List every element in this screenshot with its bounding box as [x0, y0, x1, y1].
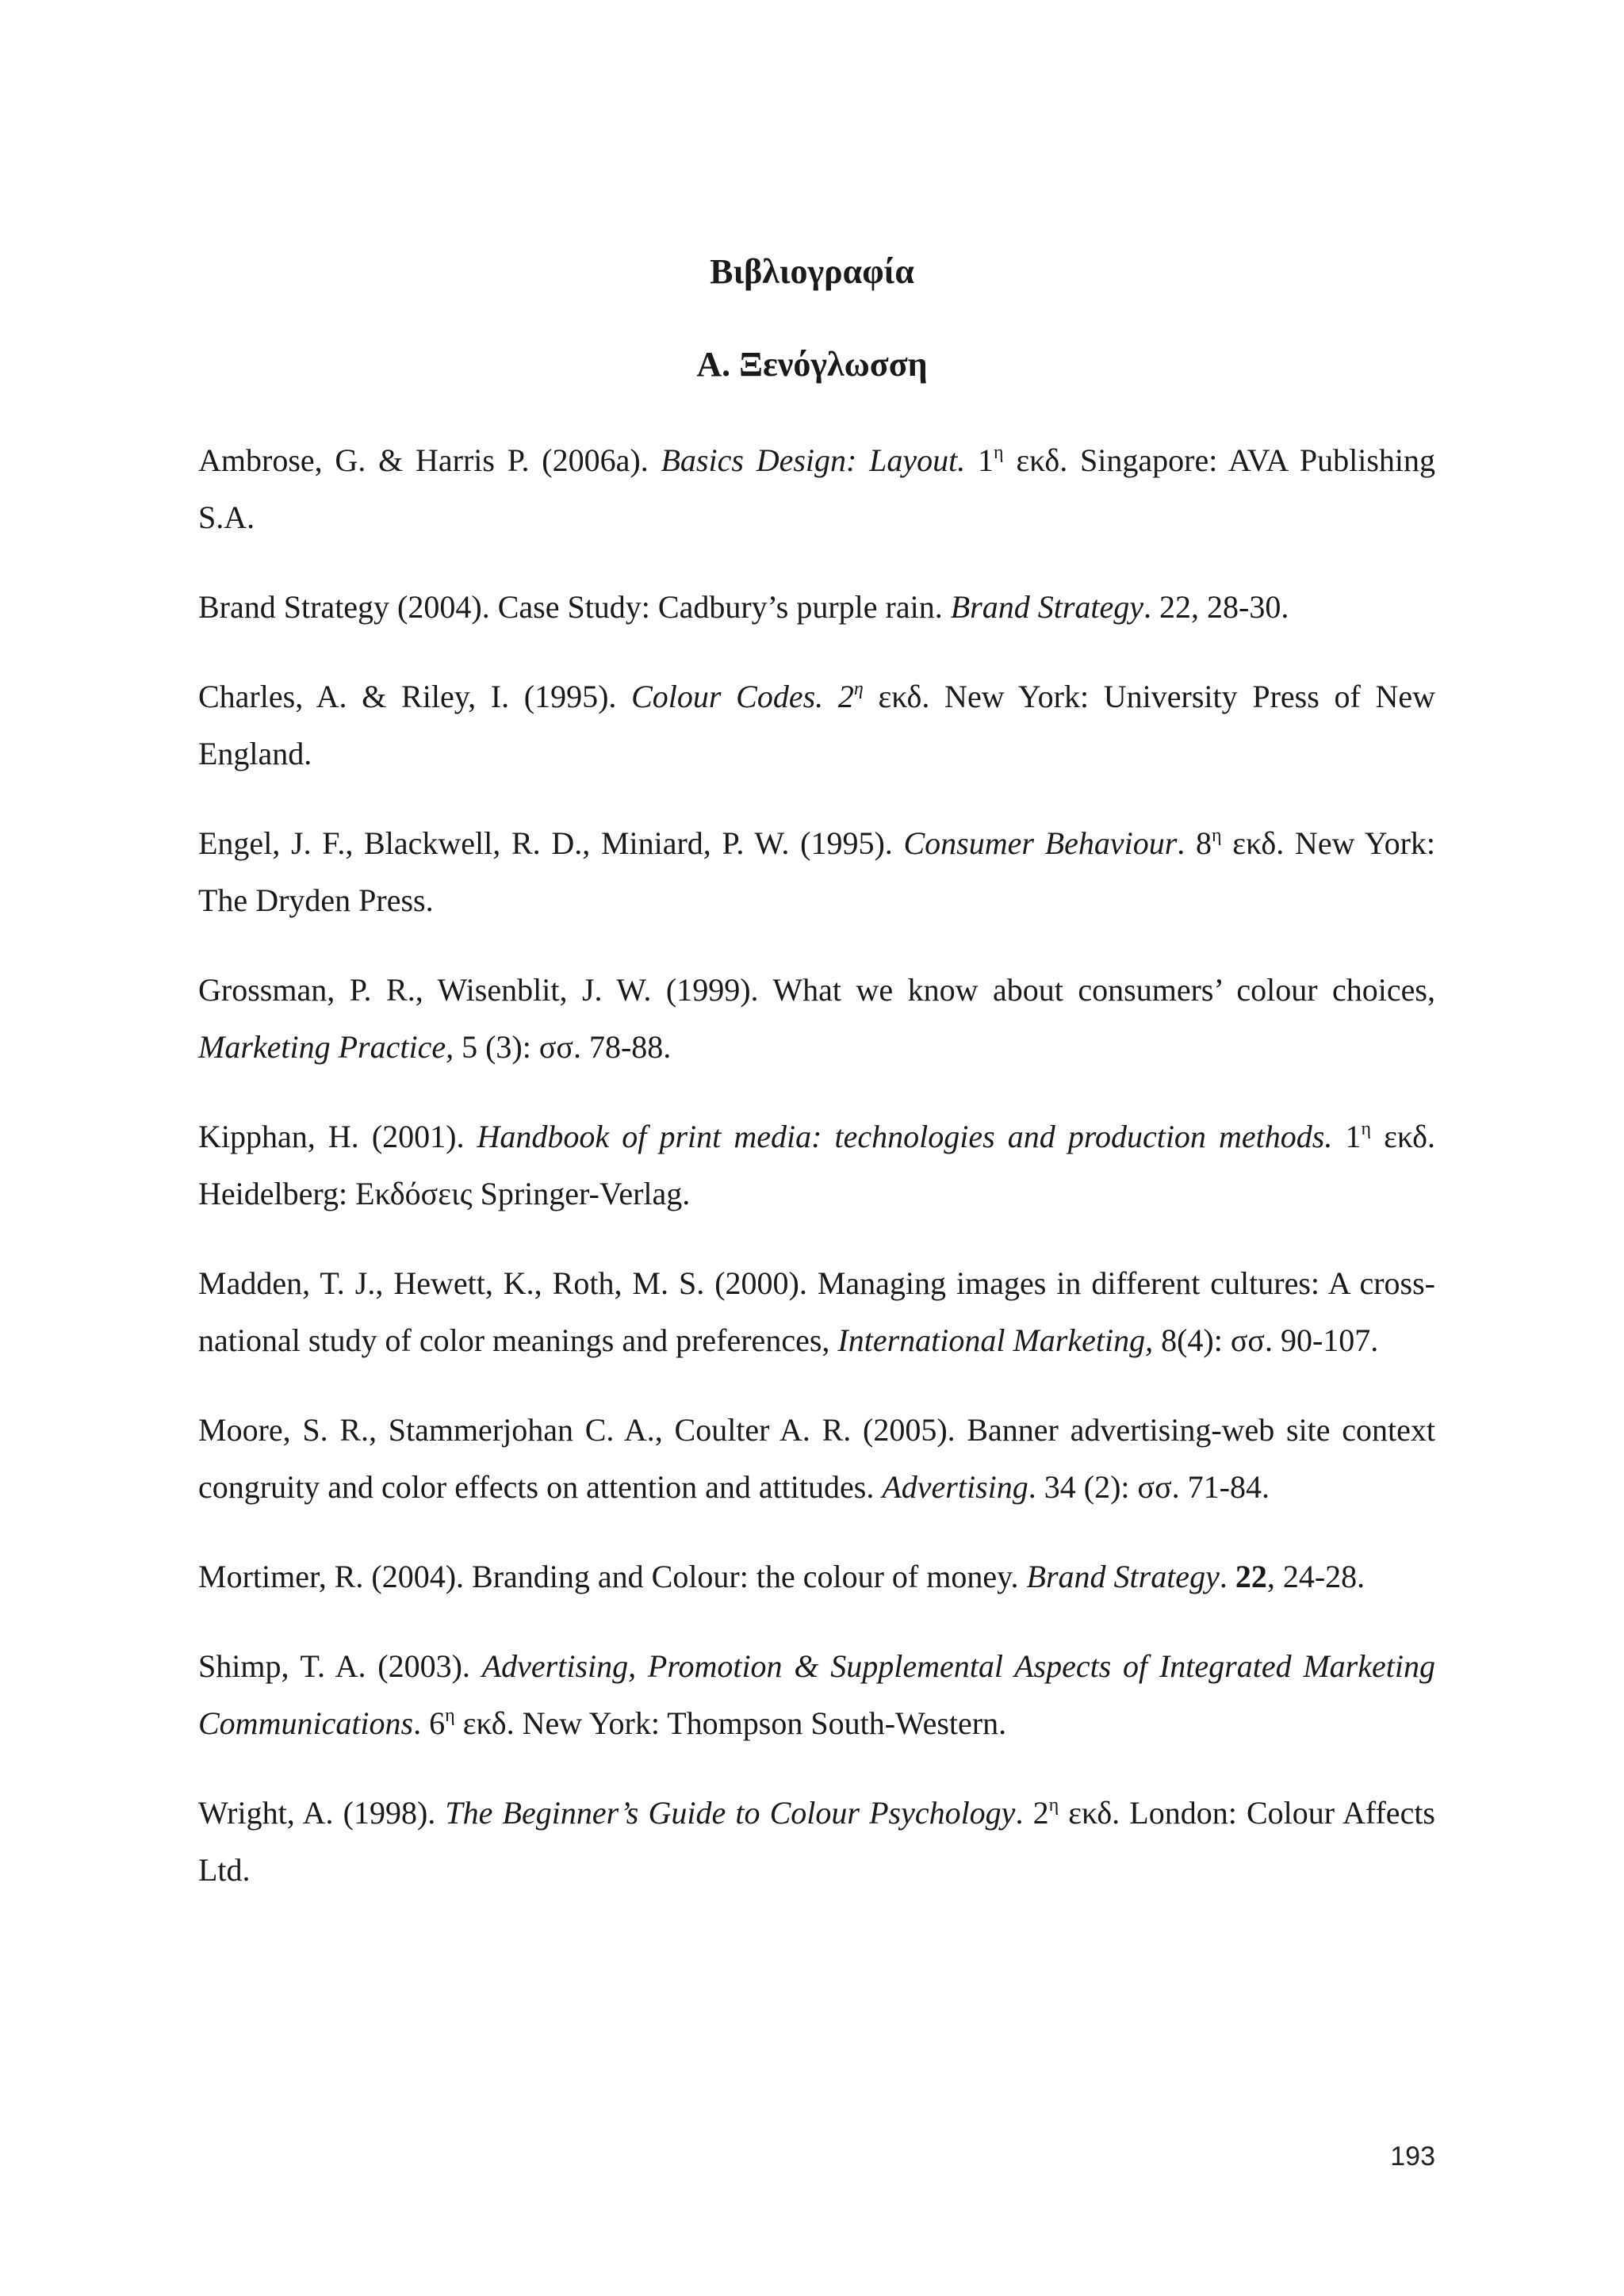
edition-superscript: η	[445, 1705, 455, 1726]
reference-title: Brand Strategy	[1026, 1559, 1220, 1594]
reference-item	[198, 1785, 1435, 1899]
reference-text: . 6	[413, 1705, 446, 1741]
reference-text: . 22, 28-30.	[1143, 589, 1289, 625]
page-title: Βιβλιογραφία	[710, 252, 914, 291]
reference-text: εκδ. New York: Thompson South-Western.	[454, 1705, 1007, 1741]
reference-text: Engel, J. F., Blackwell, R. D., Miniard, P. W. (1995).	[198, 825, 904, 861]
reference-text: Moore, S. R., Stammerjohan C. A., Coulter A. R. (2005). Banner advertising-web site context congruity and color effects on attention and attitudes.	[198, 1412, 1435, 1505]
reference-list	[198, 432, 1435, 1899]
reference-text: Brand Strategy (2004). Case Study: Cadbury’s purple rain.	[198, 589, 951, 625]
reference-title: Marketing Practice,	[198, 1029, 454, 1065]
reference-item	[198, 1548, 1435, 1605]
reference-text: , 24-28.	[1266, 1559, 1365, 1594]
reference-text: εκδ. New York: University Press of New England.	[198, 679, 1436, 771]
edition-superscript: η	[1361, 1119, 1371, 1139]
reference-text: εκδ. Heidelberg: Εκδόσεις Springer-Verlag.	[198, 1119, 1436, 1211]
reference-text: Kipphan, H. (2001).	[198, 1119, 477, 1154]
edition-superscript: η	[1048, 1795, 1059, 1816]
reference-item	[198, 1108, 1435, 1223]
reference-text: . 2	[1015, 1795, 1049, 1831]
page-number: 193	[1390, 2141, 1435, 2172]
reference-text: Ambrose, G. & Harris P. (2006a).	[198, 442, 661, 478]
reference-text: Wright, A. (1998).	[198, 1795, 446, 1831]
reference-title	[631, 679, 864, 714]
reference-title: Handbook of print media: technologies and production methods.	[477, 1119, 1333, 1154]
reference-item	[198, 579, 1435, 636]
reference-item	[198, 1255, 1435, 1369]
reference-title: International Marketing,	[837, 1322, 1154, 1358]
volume-number: 22	[1235, 1559, 1267, 1594]
reference-item	[198, 432, 1435, 546]
reference-item	[198, 1638, 1435, 1752]
reference-item	[198, 1402, 1435, 1516]
reference-text: .	[1219, 1559, 1235, 1594]
reference-text: 5 (3): σσ. 78-88.	[454, 1029, 672, 1065]
reference-text: 8(4): σσ. 90-107.	[1153, 1322, 1379, 1358]
reference-item	[198, 668, 1435, 783]
edition-superscript: η	[994, 442, 1004, 463]
reference-title: Advertising, Promotion & Supplemental Aspects of Integrated Marketing Communications	[198, 1648, 1435, 1741]
reference-title: Consumer Behaviour	[903, 825, 1178, 861]
reference-text: 1	[1332, 1119, 1362, 1154]
reference-title: Brand Strategy	[950, 589, 1144, 625]
reference-text: Grossman, P. R., Wisenblit, J. W. (1999). What we know about consumers’ colour choices,	[198, 972, 1435, 1008]
reference-text: . 34 (2): σσ. 71-84.	[1028, 1469, 1270, 1505]
reference-text: εκδ. New York: The Dryden Press.	[198, 825, 1436, 918]
reference-text: εκδ. Singapore: AVA Publishing S.A.	[198, 442, 1436, 535]
reference-text: Mortimer, R. (2004). Branding and Colour: the colour of money.	[198, 1559, 1027, 1594]
reference-title: The Beginner’s Guide to Colour Psychology	[445, 1795, 1016, 1831]
reference-text: Madden, T. J., Hewett, K., Roth, M. S. (2000). Managing images in different cultures: A cross-national study of color meanings and preferences,	[198, 1265, 1435, 1358]
edition-superscript: η	[853, 679, 864, 699]
reference-text: . 8	[1177, 825, 1212, 861]
reference-item	[198, 962, 1435, 1076]
reference-title: Basics Design: Layout.	[661, 442, 966, 478]
reference-text: Shimp, T. A. (2003).	[198, 1648, 482, 1684]
reference-item	[198, 815, 1435, 929]
reference-title-text: Colour Codes. 2	[631, 679, 854, 714]
reference-text: 1	[965, 442, 994, 478]
edition-superscript: η	[1212, 825, 1222, 846]
reference-title: Advertising	[882, 1469, 1028, 1505]
section-heading: Α. Ξενόγλωσση	[696, 345, 928, 384]
reference-text: εκδ. London: Colour Affects Ltd.	[198, 1795, 1435, 1888]
reference-text: Charles, A. & Riley, I. (1995).	[198, 679, 632, 714]
